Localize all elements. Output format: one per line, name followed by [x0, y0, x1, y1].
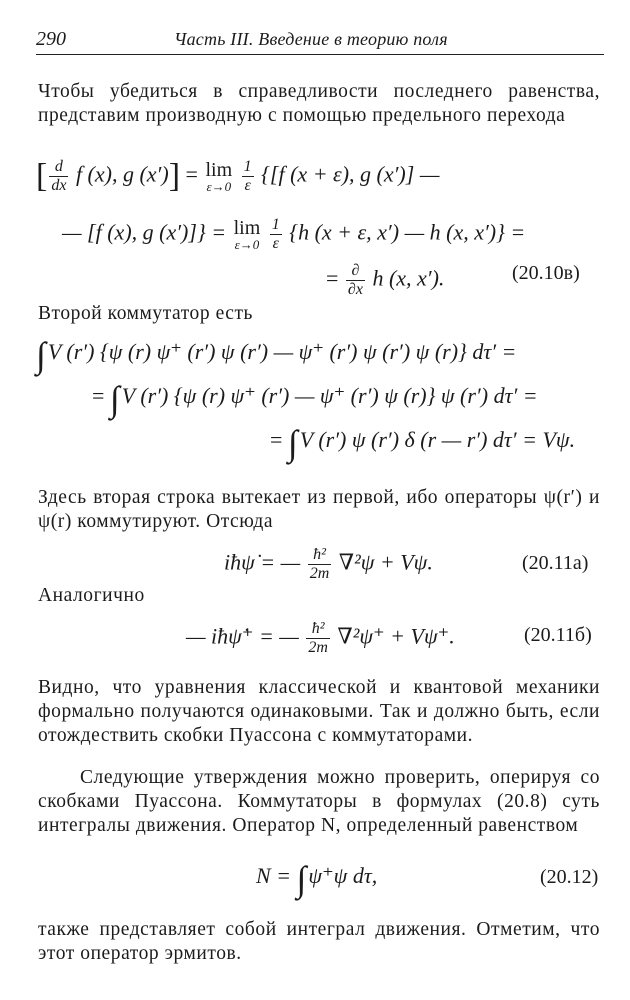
paragraph-1: Чтобы убедиться в справедливости последнего равенства, представим производную с помощью предельного перехода [38, 81, 600, 126]
page-number: 290 [36, 28, 66, 50]
fraction-partial-dx: $\frac{\partial}{\partial x}$ [347, 262, 363, 298]
fraction-hbar2-2m: $\frac{\text{ħ²}}{2m}$ [309, 546, 330, 582]
limit-operator: lim ε→0 [233, 216, 261, 252]
equation-number-20-11b: (20.11б) [524, 624, 592, 646]
fraction-hbar2-2m: $\frac{\text{ħ²}}{2m}$ [308, 620, 328, 656]
paragraph-7: также представляет собой интеграл движения. Отметим, что этот оператор эрмитов. [38, 919, 600, 964]
running-title: Часть III. Введение в теорию поля [174, 29, 448, 49]
fraction-1-eps: $\frac{1}{\varepsilon}$ [243, 158, 252, 194]
fraction-d-dx: $\frac{d}{dx}$ [51, 158, 67, 194]
paragraph-2: Второй коммутатор есть [38, 303, 253, 324]
fraction-1-eps: $\frac{1}{\varepsilon}$ [271, 216, 280, 252]
commutator-line-1: ∫V (r′) {ψ (r) ψ⁺ (r′) ψ (r′) — ψ⁺ (r′) ψ (r′) ψ (r)} dτ′ = [36, 335, 517, 375]
commutator-line-2: = ∫V (r′) {ψ (r) ψ⁺ (r′) — ψ⁺ (r′) ψ (r)} ψ (r′) dτ′ = [92, 379, 538, 419]
commutator-line-3: = ∫V (r′) ψ (r′) δ (r — r′) dτ′ = Vψ. [270, 423, 576, 463]
equation-20-10v-line-3: = $\frac{\partial}{\partial x}$ h (x, x′). [326, 262, 445, 298]
equation-20-12: N = ∫ψ⁺ψ dτ, [256, 859, 378, 899]
equation-20-11b: — iħψ̇⁺ = — $\frac{\text{ħ²}}{2m}$ ∇²ψ⁺ + Vψ⁺. [186, 620, 455, 656]
equation-number-20-11a: (20.11а) [522, 552, 589, 574]
equation-20-10v-line-1: [ $\frac{d}{dx}$ f (x), g (x′)] = lim ε→0 $\frac{1}{\varepsilon}$ {[f (x + ε), g (x′)] — [36, 157, 440, 195]
limit-operator: lim ε→0 [205, 158, 233, 194]
equation-20-11a: iħψ̇ = — $\frac{\text{ħ²}}{2m}$ ∇²ψ + Vψ. [224, 546, 433, 582]
equation-number-20-10v: (20.10в) [512, 262, 580, 284]
paragraph-6: Следующие утверждения можно проверить, оперируя со скобками Пуассона. Коммутаторы в формулах (20.8) суть интегралы движения. Оператор N, определенный равенством [38, 767, 600, 836]
paragraph-4: Аналогично [38, 585, 145, 606]
page-header [36, 28, 604, 55]
equation-number-20-12: (20.12) [540, 866, 599, 888]
paragraph-5: Видно, что уравнения классической и квантовой механики формально получаются одинаковыми. Так и должно быть, если отождествить скобки Пуассона с коммутаторами. [38, 677, 600, 746]
paragraph-3: Здесь вторая строка вытекает из первой, ибо операторы ψ(r′) и ψ(r) коммутируют. Отсюда [38, 487, 600, 532]
equation-20-10v-line-2: — [f (x), g (x′)]} = lim ε→0 $\frac{1}{\varepsilon}$ {h (x + ε, x′) — h (x, x′)} = [62, 216, 526, 252]
